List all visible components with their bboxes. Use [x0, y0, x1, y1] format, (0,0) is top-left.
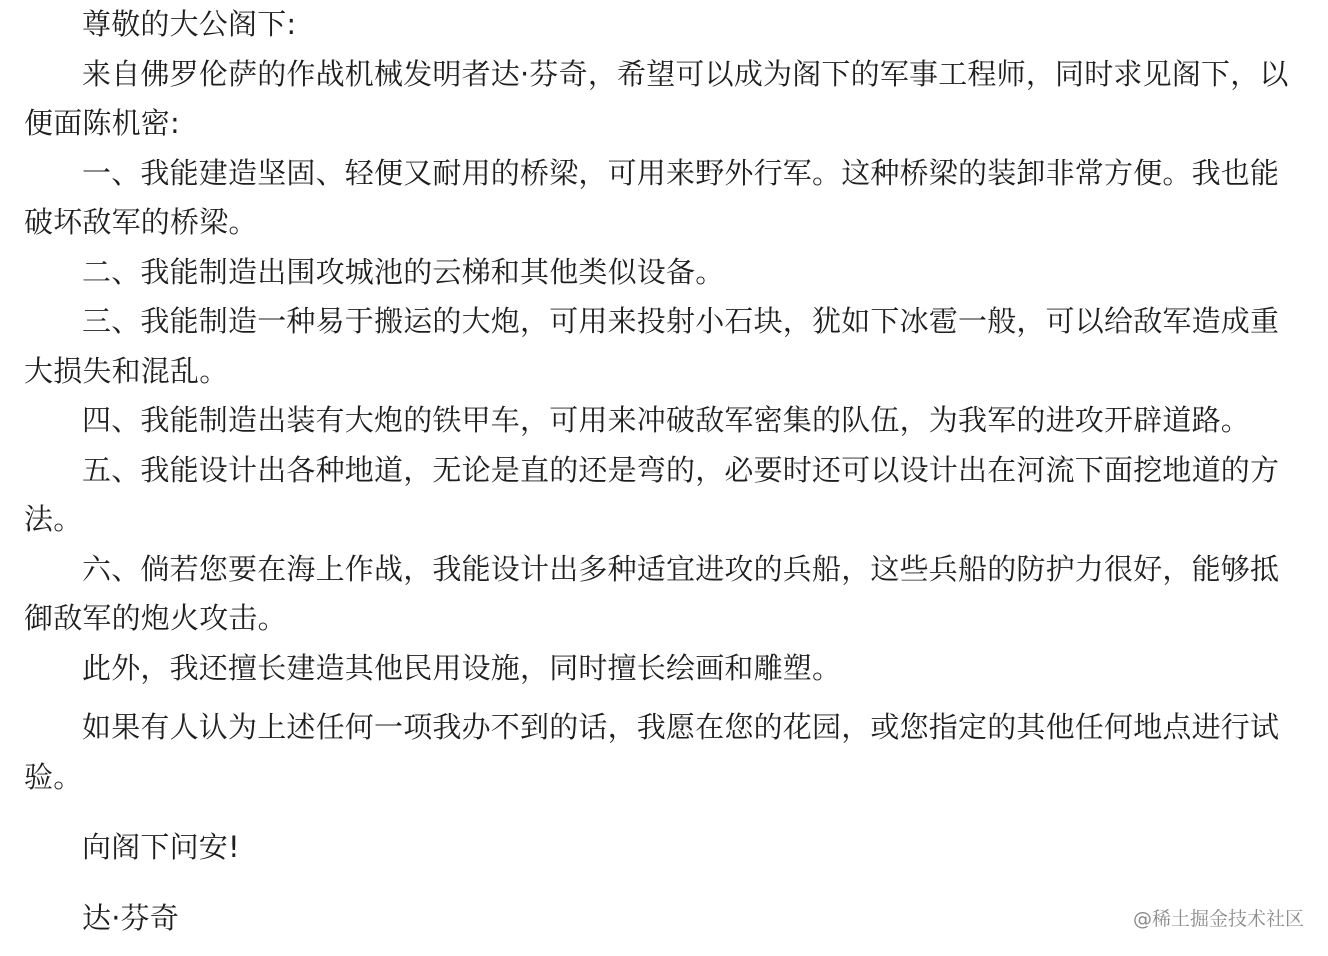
- watermark: @稀土掘金技术社区: [1132, 908, 1304, 930]
- item-1-line-2: 破坏敌军的桥梁。: [24, 205, 258, 239]
- signature: 达·芬奇: [82, 900, 180, 935]
- salutation: 尊敬的大公阁下:: [82, 7, 297, 41]
- besides-paragraph: 此外，我还擅长建造其他民用设施，同时擅长绘画和雕塑。: [82, 650, 842, 685]
- letter-body: [24, 0, 1302, 943]
- item-6-line-1: 六、倘若您要在海上作战，我能设计出多种适宜进攻的兵船，这些兵船的防护力很好，能够抵: [82, 551, 1280, 586]
- item-5-line-2: 法。: [24, 502, 83, 536]
- challenge-line-2: 验。: [24, 759, 83, 794]
- item-5-line-1: 五、我能设计出各种地道，无论是直的还是弯的，必要时还可以设计出在河流下面挖地道的方: [82, 452, 1280, 487]
- item-3-line-1: 三、我能制造一种易于搬运的大炮，可用来投射小石块，犹如下冰雹一般，可以给敌军造成重: [82, 304, 1280, 338]
- item-4-line-1: 四、我能制造出装有大炮的铁甲车，可用来冲破敌军密集的队伍，为我军的进攻开辟道路。: [82, 403, 1251, 437]
- item-2-line-1: 二、我能制造出围攻城池的云梯和其他类似设备。: [82, 254, 725, 289]
- closing-greeting: 向阁下问安!: [82, 830, 240, 864]
- intro-line-2: 便面陈机密:: [24, 106, 180, 140]
- item-3-line-2: 大损失和混乱。: [24, 353, 229, 388]
- intro-line-1: 来自佛罗伦萨的作战机械发明者达·芬奇，希望可以成为阁下的军事工程师，同时求见阁下，以: [82, 56, 1289, 91]
- challenge-line-1: 如果有人认为上述任何一项我办不到的话，我愿在您的花园，或您指定的其他任何地点进行试: [82, 710, 1280, 744]
- item-1-line-1: 一、我能建造坚固、轻便又耐用的桥梁，可用来野外行军。这种桥梁的装卸非常方便。我也能: [82, 155, 1280, 190]
- item-6-line-2: 御敌军的炮火攻击。: [24, 601, 287, 635]
